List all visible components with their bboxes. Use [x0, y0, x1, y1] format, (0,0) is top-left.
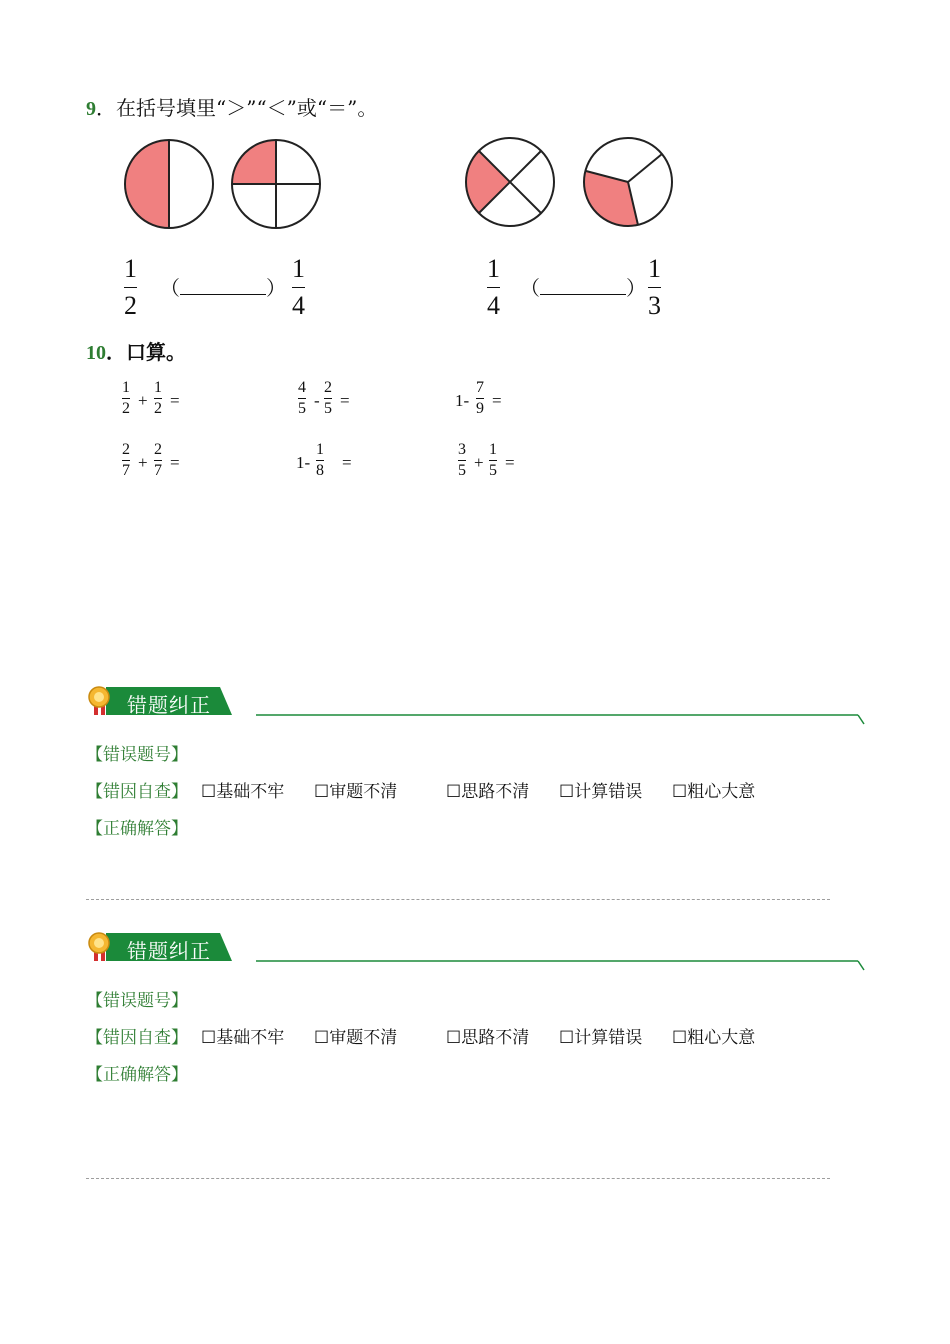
denominator: 3 [648, 291, 661, 320]
option-checkbox[interactable]: ☐思路不清 [446, 1028, 530, 1048]
denominator: 4 [487, 291, 500, 320]
cause-label: 【错因自查】 [86, 1028, 188, 1048]
answer-blank[interactable]: （ ） [520, 278, 646, 300]
numerator: 1 [487, 254, 500, 283]
option-checkbox[interactable]: ☐基础不牢 [201, 1028, 285, 1048]
fraction [487, 256, 500, 319]
numerator: 1 [124, 254, 137, 283]
divider [86, 1178, 830, 1179]
option-checkbox[interactable]: ☐思路不清 [446, 782, 530, 802]
banner-title: 错题纠正 [127, 939, 211, 963]
option-checkbox[interactable]: ☐计算错误 [559, 1028, 643, 1048]
numerator: 1 [292, 254, 305, 283]
numerator: 1 [648, 254, 661, 283]
option-checkbox[interactable]: ☐审题不清 [314, 782, 398, 802]
question-text: ．在括号填里“＞”“＜”或“＝”。 [96, 96, 378, 120]
denominator: 4 [292, 291, 305, 320]
wrong-number-label: 【错误题号】 [86, 991, 188, 1011]
circle-quarter-x [466, 138, 554, 226]
option-checkbox[interactable]: ☐粗心大意 [672, 782, 756, 802]
banner-title: 错题纠正 [127, 693, 211, 717]
answer-blank[interactable]: （ ） [160, 278, 286, 300]
option-checkbox[interactable]: ☐计算错误 [559, 782, 643, 802]
option-checkbox[interactable]: ☐基础不牢 [201, 782, 285, 802]
denominator: 2 [124, 291, 137, 320]
question-10-title [86, 336, 186, 365]
option-checkbox[interactable]: ☐审题不清 [314, 1028, 398, 1048]
fraction-circles [0, 0, 950, 240]
option-checkbox[interactable]: ☐粗心大意 [672, 1028, 756, 1048]
cause-label: 【错因自查】 [86, 782, 188, 802]
fraction [292, 256, 305, 319]
circle-half [125, 140, 213, 228]
circle-third [584, 138, 672, 226]
answer-label: 【正确解答】 [86, 1065, 188, 1085]
wrong-number-label: 【错误题号】 [86, 745, 188, 765]
question-number: 9 [86, 98, 96, 120]
fraction [648, 256, 661, 319]
question-number: 10 [86, 342, 106, 364]
divider [86, 899, 830, 900]
answer-label: 【正确解答】 [86, 819, 188, 839]
circle-quarter [232, 140, 320, 228]
fraction [124, 256, 137, 319]
question-text: ．口算。 [106, 340, 186, 364]
